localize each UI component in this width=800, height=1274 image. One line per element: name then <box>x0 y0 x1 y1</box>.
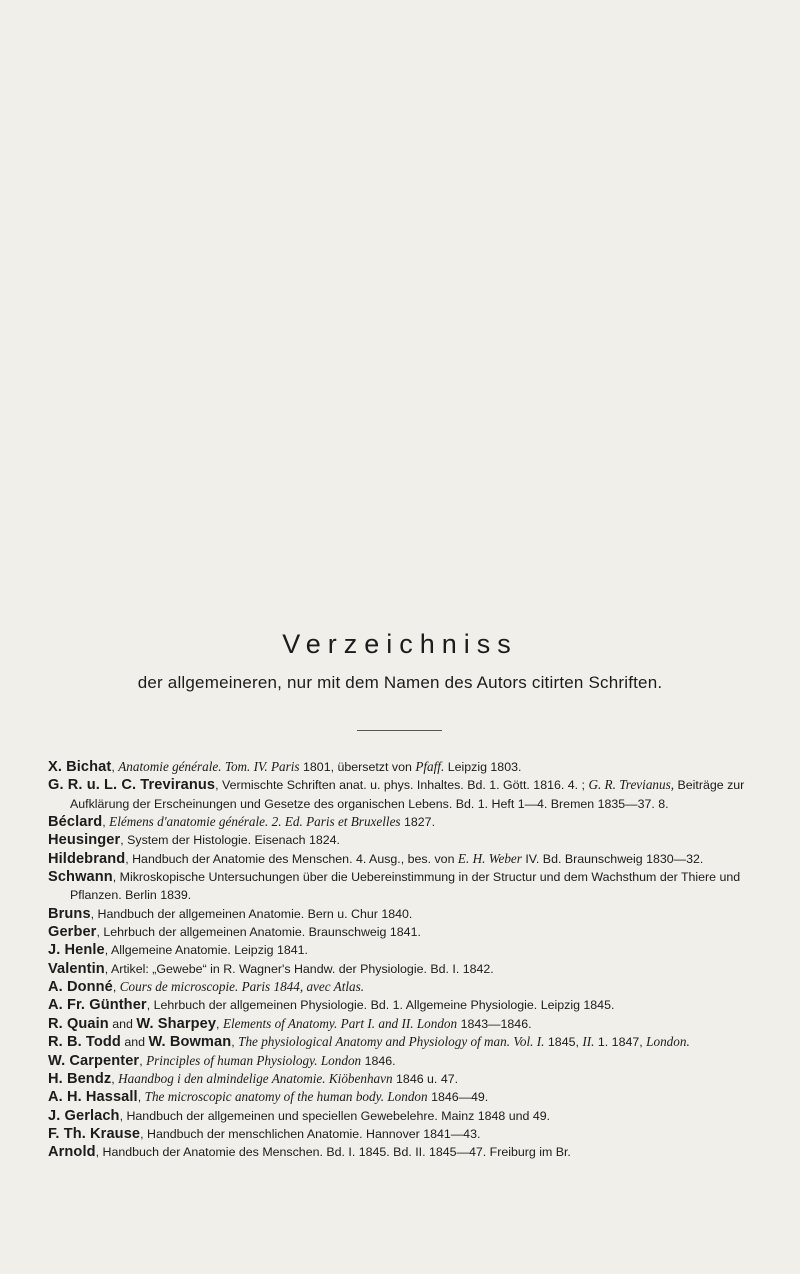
author-name: G. R. u. L. C. Treviranus <box>48 777 216 794</box>
reference-text: 1843—1846. <box>457 1016 532 1031</box>
reference-text: , Lehrbuch der allgemeinen Anatomie. Braunschweig 1841. <box>96 925 421 940</box>
reference-entry <box>48 1125 760 1143</box>
author-name: W. Carpenter <box>48 1052 140 1069</box>
work-title: Cours de microscopie. Paris 1844, avec Atlas. <box>119 979 365 995</box>
author-name: Béclard <box>48 814 103 831</box>
reference-entry <box>48 758 760 776</box>
work-title: Anatomie générale. Tom. IV. Paris <box>118 759 300 774</box>
reference-text: , <box>139 1053 147 1068</box>
work-title: Haandbog i den almindelige Anatomie. Kiöbenhavn <box>118 1070 393 1086</box>
page-title: Verzeichniss <box>282 629 518 659</box>
reference-entry <box>48 1052 760 1070</box>
reference-text: 1845, <box>544 1035 583 1050</box>
author-name: W. Sharpey <box>136 1015 217 1032</box>
reference-text: , System der Histologie. Eisenach 1824. <box>120 833 340 848</box>
work-title: The microscopic anatomy of the human body. London <box>144 1089 428 1105</box>
author-name: H. Bendz <box>48 1070 112 1087</box>
reference-text: , Handbuch der allgemeinen Anatomie. Bern u. Chur 1840. <box>90 906 413 921</box>
reference-text: , Mikroskopische Untersuchungen über die Uebereinstimmung in der Structur und dem Wachsthum der Thiere und Pflanzen. Berlin 1839. <box>70 870 741 903</box>
work-title: E. H. Weber <box>457 850 522 866</box>
reference-entry <box>48 960 760 978</box>
reference-text: , Handbuch der Anatomie des Menschen. Bd. I. 1845. Bd. II. 1845—47. Freiburg im Br. <box>95 1145 571 1160</box>
reference-entry <box>48 1107 760 1125</box>
author-name: J. Gerlach <box>48 1107 120 1124</box>
work-title: Elémens d'anatomie générale. 2. Ed. Paris et Bruxelles <box>109 814 401 830</box>
divider-rule <box>357 730 442 731</box>
reference-entry <box>48 831 760 849</box>
author-name: X. Bichat <box>48 759 112 775</box>
reference-text: 1801, übersetzt von <box>299 760 416 774</box>
reference-text: , Allgemeine Anatomie. Leipzig 1841. <box>104 943 308 958</box>
work-title: The physiological Anatomy and Physiology of man. Vol. I. <box>238 1034 545 1050</box>
author-name: R. Quain <box>48 1015 109 1032</box>
reference-entry <box>48 941 760 959</box>
author-name: Hildebrand <box>48 850 126 867</box>
reference-text: IV. Bd. Braunschweig 1830—32. <box>521 851 704 866</box>
reference-text: , Handbuch der Anatomie des Menschen. 4. Ausg., bes. von <box>125 851 458 866</box>
page-subtitle: der allgemeineren, nur mit dem Namen des Autors citirten Schriften. <box>137 673 663 692</box>
reference-text: , <box>137 1090 145 1105</box>
reference-entry <box>48 1070 760 1088</box>
reference-text: , Handbuch der menschlichen Anatomie. Hannover 1841—43. <box>140 1126 481 1141</box>
reference-entry <box>48 1015 760 1033</box>
reference-text: , Lehrbuch der allgemeinen Physiologie. Bd. 1. Allgemeine Physiologie. Leipzig 1845. <box>146 998 615 1013</box>
author-name: Bruns <box>48 905 91 922</box>
reference-text: 1846—49. <box>427 1090 489 1105</box>
reference-entry <box>48 996 760 1014</box>
work-title: Pfaff. <box>415 759 445 774</box>
author-name: Heusinger <box>48 832 121 849</box>
reference-entry <box>48 868 760 905</box>
work-title: London. <box>646 1034 690 1050</box>
reference-entry <box>48 905 760 923</box>
reference-entry <box>48 978 760 996</box>
reference-text: , <box>111 760 119 774</box>
reference-text: , <box>111 1071 119 1086</box>
reference-entry <box>48 776 760 813</box>
author-name: A. Donné <box>48 979 113 996</box>
work-title: II. <box>582 1034 595 1050</box>
author-name: F. Th. Krause <box>48 1125 141 1142</box>
author-name: Gerber <box>48 924 97 941</box>
reference-text: , <box>112 980 120 995</box>
author-name: Schwann <box>48 869 113 886</box>
reference-text: , Handbuch der allgemeinen und speciellen Gewebelehre. Mainz 1848 und 49. <box>119 1108 551 1123</box>
reference-text: 1. 1847, <box>594 1035 647 1050</box>
reference-text: Leipzig 1803. <box>444 760 522 774</box>
author-name: A. H. Hassall <box>48 1089 138 1106</box>
reference-list <box>48 758 760 1162</box>
reference-text: , <box>216 1016 223 1031</box>
reference-text: and <box>108 1016 137 1031</box>
reference-text: , Vermischte Schriften anat. u. phys. Inhaltes. Bd. 1. Gött. 1816. 4. ; <box>215 778 589 793</box>
work-title: Principles of human Physiology. London <box>146 1052 362 1068</box>
author-name: A. Fr. Günther <box>48 997 147 1014</box>
author-name: R. B. Todd <box>48 1034 121 1051</box>
reference-entry <box>48 813 760 831</box>
reference-text: Beiträge zur Aufklärung der Erscheinungen und Gesetze des organischen Lebens. Bd. 1. Heft 1—4. Bremen 1835—37. 8. <box>70 778 745 811</box>
reference-text: 1846 u. 47. <box>392 1071 459 1086</box>
reference-entry <box>48 1033 760 1051</box>
reference-text: , <box>102 815 110 830</box>
reference-text: , <box>231 1035 239 1050</box>
reference-entry <box>48 850 760 868</box>
author-name: W. Bowman <box>148 1034 232 1051</box>
reference-entry <box>48 923 760 941</box>
author-name: Arnold <box>48 1144 96 1161</box>
author-name: J. Henle <box>48 942 105 959</box>
reference-entry <box>48 1088 760 1106</box>
work-title: G. R. Trevianus, <box>588 777 675 793</box>
reference-text: and <box>120 1035 149 1050</box>
reference-text: , Artikel: „Gewebe“ in R. Wagner's Handw. der Physiologie. Bd. I. 1842. <box>104 961 494 976</box>
reference-entry <box>48 1143 760 1161</box>
work-title: Elements of Anatomy. Part I. and II. London <box>222 1015 458 1031</box>
reference-text: 1846. <box>361 1053 396 1068</box>
author-name: Valentin <box>48 960 105 977</box>
reference-text: 1827. <box>400 815 436 830</box>
